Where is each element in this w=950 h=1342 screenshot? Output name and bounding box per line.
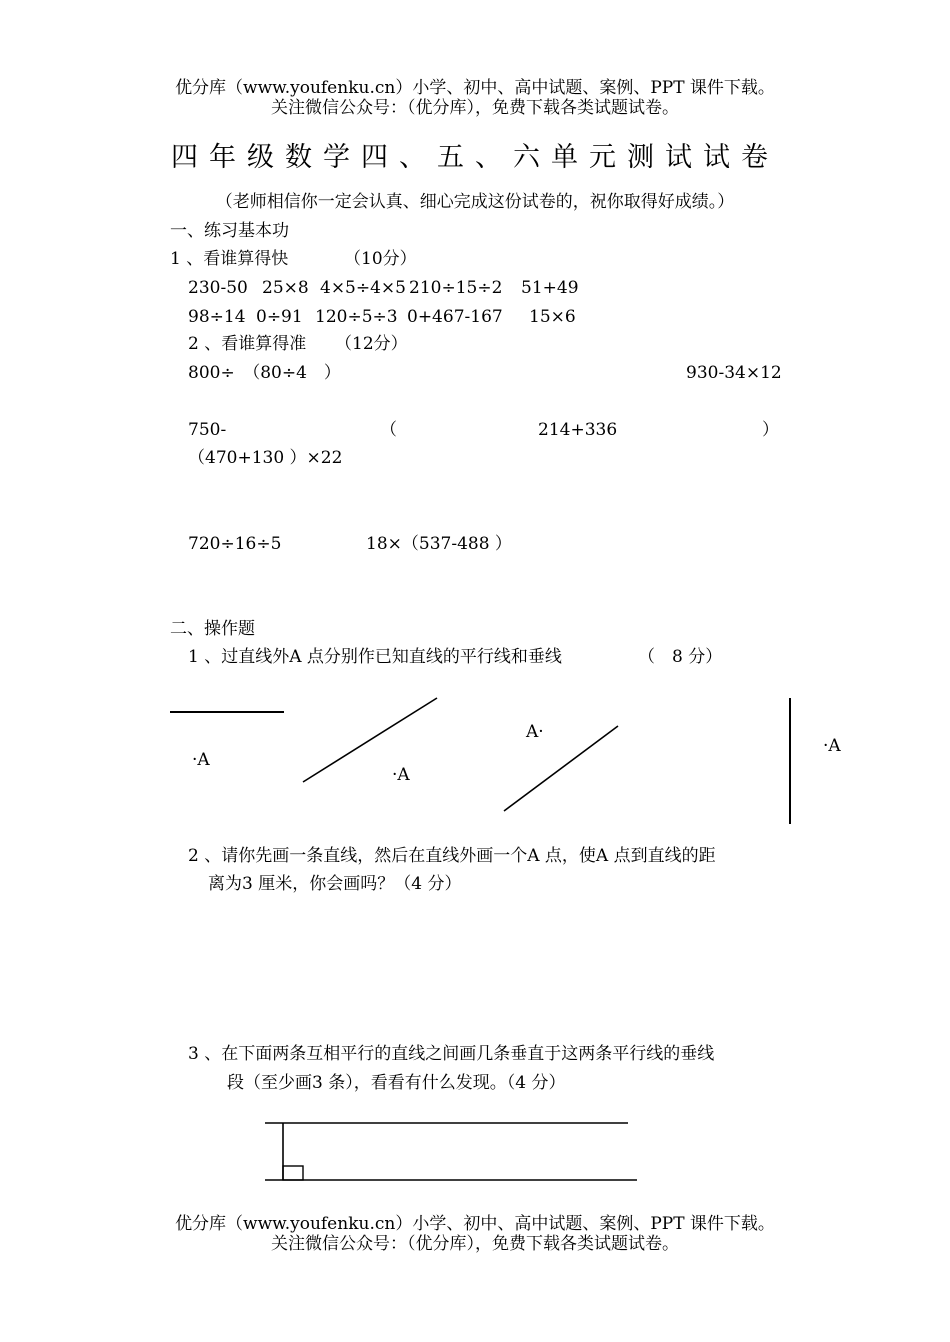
- header-line-2: 关注微信公众号：（优分库），免费下载各类试题试卷。: [271, 98, 679, 118]
- op-q3-line-1: 3 、在下面两条互相平行的直线之间画几条垂直于这两条平行线的垂线: [188, 1044, 715, 1064]
- q1-score: （10分）: [344, 249, 417, 269]
- subtitle: （老师相信你一定会认真、细心完成这份试卷的，祝你取得好成绩。）: [215, 192, 735, 212]
- calc-item: 0÷91: [256, 307, 303, 327]
- op-q1-score: （ 8 分）: [638, 647, 723, 667]
- section-2-heading: 二、操作题: [170, 619, 255, 639]
- calc-item: 0+467-167: [407, 307, 503, 327]
- calc-item: 120÷5÷3: [315, 307, 398, 327]
- op-q2-line-1: 2 、请你先画一条直线，然后在直线外画一个A 点，使A 点到直线的距: [188, 846, 716, 866]
- right-angle-mark: [283, 1166, 303, 1180]
- given-line-diagonal-2: [504, 726, 618, 811]
- section-1-heading: 一、练习基本功: [170, 221, 289, 241]
- op-q2-line-2: 离为3 厘米，你会画吗？（4 分）: [208, 874, 462, 894]
- calc-item: 750-: [188, 420, 227, 440]
- point-a-label: ·A: [192, 750, 210, 770]
- calc-item: ）: [762, 420, 779, 440]
- calc-item: 214+336: [538, 420, 618, 440]
- point-a-label: ·A: [823, 736, 841, 756]
- footer-line-2: 关注微信公众号：（优分库），免费下载各类试题试卷。: [271, 1234, 679, 1254]
- footer-line-1: 优分库（www.youfenku.cn）小学、初中、高中试题、案例、PPT 课件下载。: [175, 1214, 775, 1234]
- point-a-label: ·A: [392, 765, 410, 785]
- calc-item: 18×（537-488 ）: [366, 534, 512, 554]
- calc-item: 15×6: [529, 307, 576, 327]
- calc-item: 230-50: [188, 278, 248, 298]
- q2-score: （12分）: [335, 334, 408, 354]
- calc-item: 720÷16÷5: [188, 534, 282, 554]
- q1-label: 1 、看谁算得快: [170, 249, 289, 269]
- calc-item: 210÷15÷2: [409, 278, 503, 298]
- calc-item: 51+49: [521, 278, 579, 298]
- page-title: 四年级数学四、五、六单元测试试卷: [171, 142, 779, 173]
- header-line-1: 优分库（www.youfenku.cn）小学、初中、高中试题、案例、PPT 课件下载。: [175, 78, 775, 98]
- calc-item: （: [380, 420, 397, 440]
- calc-item: 4×5÷4×5: [320, 278, 406, 298]
- point-a-label: A·: [526, 722, 544, 742]
- calc-item: 25×8: [262, 278, 309, 298]
- given-line-diagonal-1: [303, 698, 437, 782]
- op-q3-line-2: 段（至少画3 条），看看有什么发现。（4 分）: [227, 1073, 566, 1093]
- calc-item: （470+130 ）×22: [188, 448, 343, 468]
- calc-item: 930-34×12: [686, 363, 782, 383]
- calc-item: 800÷ （80÷4 ）: [188, 363, 341, 383]
- q2-label: 2 、看谁算得准: [188, 334, 307, 354]
- calc-item: 98÷14: [188, 307, 246, 327]
- op-q1-label: 1 、过直线外A 点分别作已知直线的平行线和垂线: [188, 647, 562, 667]
